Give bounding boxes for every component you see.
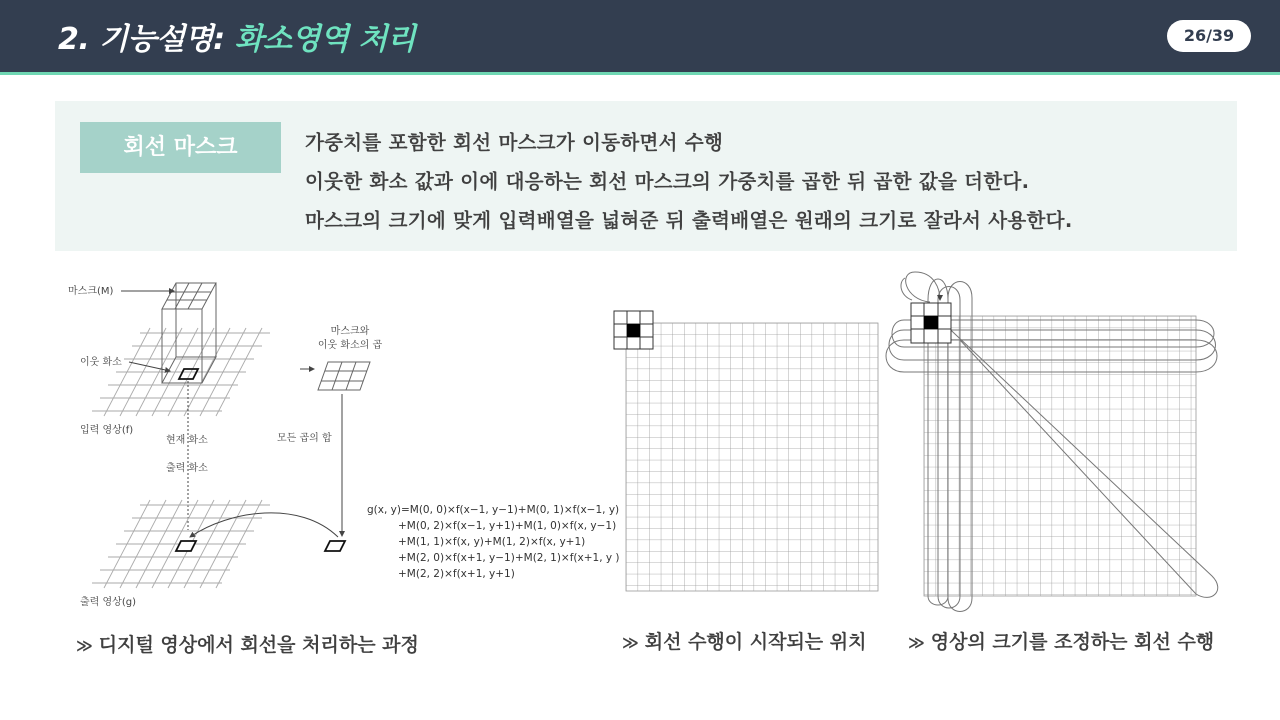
resize-convolution-diagram: [886, 272, 1218, 612]
start-position-diagram: [614, 311, 878, 591]
input-image-grid: [92, 328, 270, 416]
input-image-text: 입력 영상(f): [80, 425, 134, 436]
caption-bullet: ≫: [908, 633, 925, 652]
caption-middle: [622, 627, 867, 654]
output-pixel-text: 출력 화소: [166, 463, 208, 474]
description-line-1: 가중치를 포함한 회선 마스크가 이동하면서 수행: [305, 131, 724, 154]
mask-text: 마스크(M): [68, 286, 114, 297]
formula-line-3: +M(1, 1)×f(x, y)+M(1, 2)×f(x, y+1): [398, 536, 586, 548]
sum-result-pixel: [325, 541, 345, 551]
extended-image-grid: [924, 316, 1196, 596]
description-line-3: 마스크의 크기에 맞게 입력배열을 넓혀준 뒤 출력배열은 원래의 크기로 잘라서 사용한다.: [305, 209, 1073, 232]
image-grid: [626, 323, 878, 591]
product-text-1: 마스크와: [330, 326, 370, 337]
caption-left: [76, 630, 419, 657]
current-pixel-text: 현재 화소: [166, 435, 208, 446]
start-mask: [614, 311, 653, 349]
caption-middle-text: 회선 수행이 시작되는 위치: [644, 631, 867, 653]
corner-mask: [911, 303, 951, 343]
sum-text: 모든 곱의 합: [277, 433, 332, 444]
caption-bullet: ≫: [622, 633, 639, 652]
description-line-2: 이웃한 화소 값과 이에 대응하는 회선 마스크의 가중치를 곱한 뒤 곱한 값을 더한다.: [305, 170, 1030, 193]
page-indicator: 26/39: [1167, 20, 1251, 52]
product-grid: [318, 362, 370, 390]
output-pixel: [176, 541, 196, 551]
caption-left-text: 디지털 영상에서 회선을 처리하는 과정: [98, 634, 419, 656]
formula-line-5: +M(2, 2)×f(x+1, y+1): [398, 568, 515, 580]
formula-line-4: +M(2, 0)×f(x+1, y−1)+M(2, 1)×f(x+1, y ): [398, 552, 620, 564]
caption-right: [908, 627, 1214, 654]
title-accent: 화소영역 처리: [234, 22, 416, 57]
product-text-2: 이웃 화소의 곱: [317, 340, 383, 351]
mask-label-badge: 회선 마스크: [80, 122, 281, 173]
caption-bullet: ≫: [76, 636, 93, 655]
title-prefix: 2. 기능설명:: [58, 22, 235, 57]
formula-line-1: g(x, y)=M(0, 0)×f(x−1, y−1)+M(0, 1)×f(x−1, y): [367, 504, 620, 516]
convolution-process-diagram: [68, 283, 620, 608]
neighbor-text: 이웃 화소: [80, 357, 122, 368]
caption-right-text: 영상의 크기를 조정하는 회선 수행: [930, 631, 1215, 653]
formula-line-2: +M(0, 2)×f(x−1, y+1)+M(1, 0)×f(x, y−1): [398, 520, 617, 532]
output-image-text: 출력 영상(g): [80, 597, 136, 608]
